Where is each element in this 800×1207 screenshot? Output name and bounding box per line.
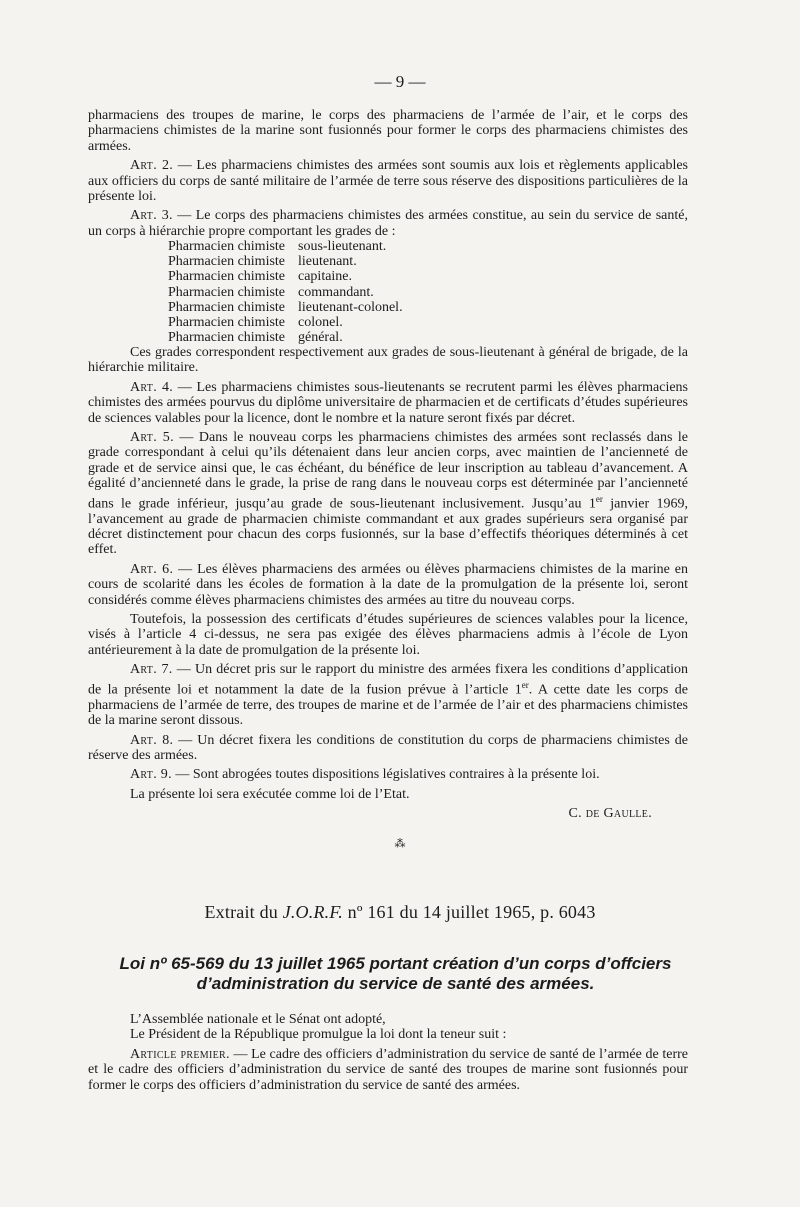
article-text: — Le corps des pharmaciens chimistes des armées constitue, au sein du service de santé, un corps à hiérarchie propre comportant les grades de : (88, 208, 688, 239)
grade-prefix: Pharmacien chimiste (168, 299, 286, 315)
grade-rank: commandant. (298, 284, 374, 300)
article-label: Art. 3. (130, 208, 173, 224)
grade-rank: sous-lieutenant. (298, 239, 387, 255)
superscript: er (595, 493, 603, 504)
paragraph-fusion: pharmaciens des troupes de marine, le corps des pharmaciens de l’armée de l’air, et le corps des pharmaciens chimistes de la marine sont fusionnés pour former le corps des pharmaciens chimistes des armées. (88, 108, 688, 154)
article-text: — Le cadre des officiers d’administration du service de santé de l’armée de terre et le cadre des officiers d’administration du service de santé des troupes de marine sont fusionnés pour former le corps des officiers d’administration du service de santé des armées. (88, 1046, 688, 1093)
article-8 (88, 733, 688, 764)
article-label: Art. 2. (130, 158, 174, 174)
page-number: — 9 — (374, 72, 426, 91)
article-4 (88, 380, 688, 426)
grade-prefix: Pharmacien chimiste (168, 329, 286, 345)
law-title: Loi nº 65-569 du 13 juillet 1965 portant création d’un corps d’offciers d’administration du service de santé des armées. (119, 954, 672, 993)
grade-rank: colonel. (298, 314, 343, 330)
extract-heading (0, 902, 800, 923)
extract-prefix: Extrait du (204, 902, 283, 922)
law-text-continued (88, 108, 688, 826)
grade-item (168, 254, 688, 269)
article-label: Art. 9. (130, 767, 172, 783)
grade-item (168, 300, 688, 315)
grade-rank: capitaine. (298, 269, 353, 285)
grade-prefix: Pharmacien chimiste (168, 284, 286, 300)
article-label: Art. 6. (130, 561, 174, 577)
grade-item (168, 330, 688, 345)
article-7 (88, 662, 688, 728)
article-label: Art. 4. (130, 379, 174, 395)
article-label: Art. 5. (130, 429, 174, 445)
article-text: . A cette date les corps de pharmaciens de l’armée de terre, des troupes de marine et de l’armée de l’air et des pharmaciens chimistes de la marine seront dissous. (88, 682, 688, 729)
grade-prefix: Pharmacien chimiste (168, 269, 286, 285)
article-label: Art. 8. (130, 732, 174, 748)
article-text: — Les élèves pharmaciens des armées ou élèves pharmaciens chimistes de la marine en cours de scolarité dans les écoles de formation à la date de la promulgation de la présente loi, seront considérés comme élèves pharmaciens chimistes des armées au titre du nouveau corps. (88, 561, 688, 608)
signature: C. de Gaulle. (568, 806, 652, 822)
article-label: Art. 7. (130, 662, 173, 678)
article-text: — Sont abrogées toutes dispositions législatives contraires à la présente loi. (171, 767, 600, 783)
article-text: — Dans le nouveau corps les pharmaciens chimistes des armées sont reclassés dans le grade correspondant à celui qu’ils détenaient dans leur ancien corps, avec maintien de l’ancienneté de grade et de service ainsi que, le cas échéant, du bénéfice de leur inscription au tableau d’avancement. A égalité d’ancienneté dans le grade, la prise de rang dans le nouveau corps est déterminée par l’ancienneté dans le grade inférieur, jusqu’au grade de sous-lieutenant inclusivement. Jusqu’au 1 (88, 429, 689, 512)
grade-rank: lieutenant-colonel. (298, 299, 403, 315)
grade-prefix: Pharmacien chimiste (168, 254, 286, 270)
article-text: — Un décret fixera les conditions de constitution du corps de pharmaciens chimistes de réserve des armées. (88, 732, 688, 763)
article-3 (88, 208, 688, 239)
article-text: — Les pharmaciens chimistes sous-lieutenants se recrutent parmi les élèves pharmaciens chimistes des armées pourvus du diplôme universitaire de pharmacien et de certificats d’études supérieures de sciences valables pour la licence, dont le nombre et la nature seront fixés par décret. (88, 379, 688, 426)
grade-prefix: Pharmacien chimiste (168, 314, 286, 330)
article-5 (88, 430, 688, 558)
execution-clause: La présente loi sera exécutée comme loi de l’Etat. (130, 786, 410, 802)
grades-correspondence: Ces grades correspondent respectivement aux grades de sous-lieutenant à général de brigade, de la hiérarchie militaire. (88, 344, 688, 376)
grade-rank: lieutenant. (298, 254, 357, 270)
intro-president: Le Président de la République promulgue la loi dont la teneur suit : (130, 1027, 507, 1043)
article-2 (88, 158, 688, 204)
grade-item (168, 285, 688, 300)
extract-suffix: nº 161 du 14 juillet 1965, p. 6043 (342, 902, 596, 922)
grade-item (168, 269, 688, 284)
article-text: — Les pharmaciens chimistes des armées sont soumis aux lois et règlements applicables aux officiers du corps de santé militaire de l’armée de terre sous réserve des dispositions particulières de la présente loi. (88, 158, 688, 205)
article-text: janvier 1969, l’avancement au grade de pharmacien chimiste commandant et aux grades supérieurs sera organisé par décret distinctement pour chacun des corps fusionnés, sur la base d’effectifs théoriques déterminés à cet effet. (88, 496, 689, 558)
article-premier (88, 1047, 688, 1093)
article-6 (88, 562, 688, 608)
article-text: — Un décret pris sur le rapport du ministre des armées fixera les conditions d’application de la présente loi et notamment la date de la fusion prévue à l’article 1 (88, 662, 688, 698)
journal-name: J.O.R.F. (282, 902, 343, 922)
article-6-continued: Toutefois, la possession des certificats d’études supérieures de sciences valables pour la licence, visés à l’article 4 ci-dessus, ne sera pas exigée des élèves pharmaciens admis à l’école de Lyon antérieurement à la date de promulgation de la présente loi. (88, 612, 688, 658)
grade-item (168, 315, 688, 330)
intro-assembly: L’Assemblée nationale et le Sénat ont adopté, (130, 1012, 386, 1027)
separator-asterism: ⁂ (394, 838, 406, 850)
grade-item (168, 239, 688, 254)
superscript: er (521, 679, 529, 690)
article-label: Article premier. (130, 1046, 230, 1062)
grade-prefix: Pharmacien chimiste (168, 239, 286, 255)
grades-list (168, 239, 688, 345)
grade-rank: général. (298, 329, 343, 345)
article-9 (88, 767, 688, 782)
law-body (88, 1012, 688, 1097)
